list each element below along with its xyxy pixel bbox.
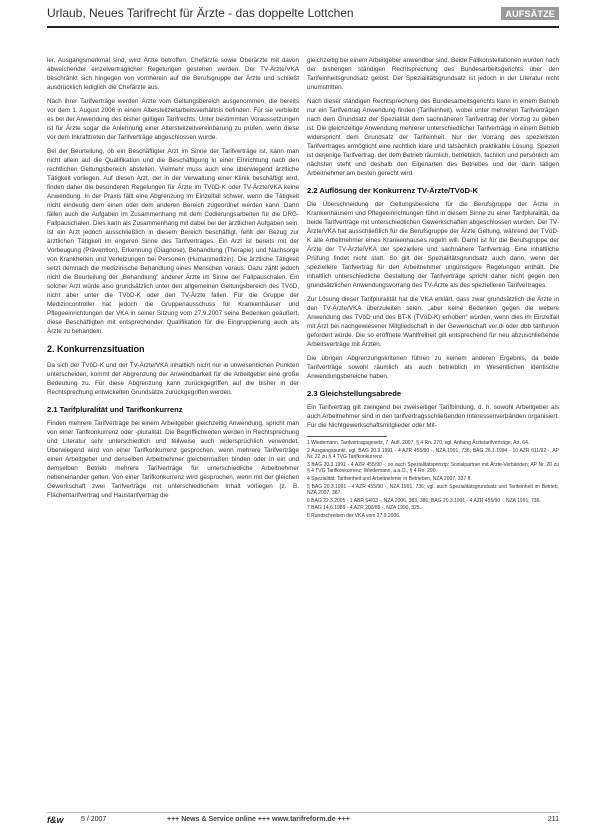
publication-logo: f&w <box>47 815 64 825</box>
body-paragraph: Ein Tarifvertrag gilt zwingend bei zweiseitiger Tarifbindung, d. h. sowohl Arbeitgeber als auch Arbeitnehmer sind in den tarifvertragsschließenden Interessenverbänden organisiert. Für die Nichtgewerkschaftsmitglieder oder Mit- <box>307 404 559 429</box>
left-column <box>47 56 299 505</box>
footnote: 2 Ausgangspunkt, vgl. BAG 20.3.1991 - 4 AZR 455/90 -, NZA 1991, 736; BAG 26.1.1994 - 10 AZR 611/92 -, AP Nr. 22 zu § 4 TVG Tarifkonkurrenz. <box>307 447 559 461</box>
footnote: 8 Rundschreiben der VKA vom 27.9.2006. <box>307 512 401 519</box>
body-paragraph: Finden mehrere Tarifverträge bei einem Arbeitgeber gleichzeitig Anwendung, spricht man von einer Tarifkonkurrenz oder -pluralität. Die Begrifflichkeiten werden in Rechtsprechung und Literatur sehr unterschiedlich und teilweise auch widersprüchlich verwendet. Überwiegend wird von einer Tarifkonkurrenz gesprochen, wenn mehrere Tarifverträge einen Arbeitgeber und denselben Arbeitnehmer gleichermaßen binden oder in ein und demselben Betrieb mehrere Tarifverträge für unterschiedliche Arbeitnehmer nebeneinander gelten. Von einer Tarifkonkurrenz wird gesprochen, wenn mit der gleichen Gewerkschaft zwei Tarifverträge mit unterschiedlichem Inhalt vorliegen (z. B. Flächentarifvertrag und Haustarifvertrag die <box>47 420 299 499</box>
body-paragraph: Da sich der TVöD-K und der TV-Ärzte/VKA inhaltlich nicht nur in unwesentlichen Punkten unterscheiden, kommt der Abgrenzung der Anwendbarkeit für die Arbeitgeber eine große Bedeutung zu. Für diese Abgrenzung kann zurückgegriffen auf die bisher in der Rechtsprechung entwickelten Grundsätze zurückgegriffen werden. <box>47 362 299 396</box>
footnote: 4 Spezialität: Tarifeinheit und Arbeitnehmer in Betrieben, NZA 2007, 337 ff. <box>307 475 472 482</box>
footnote: 3 BAG 20.3.1991 - 4 AZR 455/90 -; so auch Spezialitätsprinzip: Sozialpartner mit Ärzte-Verbänden; AP Nr. 20 zu § 4 TVG Tarifkonkurrenz; Wiedemann, a.a.O., § 4 Rn. 290. <box>307 461 559 475</box>
footnote: 1 Wiedemann, Tarifvertragsgesetz, 7. Aufl. 2007, § 4 Rn. 270, vgl. Anhang Ärztetarifverträge, Art. 64. <box>307 440 530 446</box>
body-paragraph: Nach dieser ständigen Rechtsprechung des Bundesarbeitsgerichts kann in einem Betrieb nur ein Tarifvertrag Anwendung finden (Tarifeinheit), wobei unter mehreren Tarifverträgen nach dem Grundsatz der Spezialität dem sachnäheren Tarifvertrag der Vorzug zu geben ist. Die gleichzeitige Anwendung mehrerer unterschiedlicher Tarifverträge in einem Betrieb widerspricht dem Grundsatz der Tarifeinheit. Nur der Vorrang des speziellsten Tarifvertrages ermöglicht eine rechtlich klare und tatsächlich praktikable Lösung. Speziell ist derjenige Tarifvertrag, der dem Betrieb räumlich, betrieblich, fachlich und persönlich am nächsten steht und deshalb den Eigenarten des Betriebes und der darin tätigen Arbeitnehmer am besten gerecht wird. <box>307 98 559 177</box>
page-number: 211 <box>547 816 559 823</box>
body-paragraph: gleichzeitig bei einem Arbeitgeber anwendbar sind. Beide Fallkonstellationen wurden nach der bisherigen ständigen Rechtsprechung des Bundesarbeitsgerichts über den Tarifeinheitsgrundsatz gelöst. Der Spezialitätsgrundsatz ist jedoch in der Literatur nicht unumstritten. <box>307 57 559 91</box>
body-paragraph: Zur Lösung dieser Tarifpluralität hat die VKA erklärt, dass zwar grundsätzlich die Ärzte in den TV-Ärzte/VKA überzuleiten seien, „aber keine Bedenken gegen die weitere Anwendung des TVöD und des BT-K (TVöD-K) erhoben“ würden, wenn dies im Einzelfall mit Arzt bei nachgewiesener Mitgliedschaft in der Gewerkschaft ver.di oder dbb tarifunion gefordert würde. Die so eröffnete Wahlfreiheit gilt entsprechend für neu abzuschließende Arbeitsverträge mit Ärzten. <box>307 296 559 348</box>
website-promo: +++ News & Service online +++ www.tarifreform.de +++ <box>167 816 350 823</box>
footnote-divider <box>307 436 387 437</box>
subsection-heading: 2.2 Auflösung der Konkurrenz TV-Ärzte/TVöD-K <box>307 186 479 195</box>
section-badge: AUFSÄTZE <box>501 7 559 20</box>
right-column <box>307 56 559 521</box>
running-title: Urlaub, Neues Tarifrecht für Ärzte - das doppelte Lottchen <box>47 6 354 20</box>
subsection-heading: 2.1 Tarifpluralität und Tarifkonkurrenz <box>47 405 183 414</box>
body-paragraph: Die übrigen Abgrenzungskriterien führen zu keinem anderen Ergebnis, da beide Tarifverträge sowohl räumlich als auch betrieblich im Wesentlichen identische Anwendungsbereiche haben. <box>307 355 559 380</box>
section-heading: 2. Konkurrenzsituation <box>47 344 145 354</box>
subsection-heading: 2.3 Gleichstellungsabrede <box>307 389 402 398</box>
footnote: 5 BAG 20.3.1991 - 4 AZR 455/90 -, NZA 1991, 736; vgl. auch Spezialitätsgrundsatz und Tarifeinheit im Betrieb, NZA 2007, 387. <box>307 483 559 497</box>
page-footer <box>47 812 559 827</box>
footnote: 7 BAG 14.6.1989 - 4 AZR 200/89 -, NZA 1990, 325. <box>307 505 421 512</box>
issue-number: 5 / 2007 <box>81 816 107 823</box>
footnote: 6 BAG 22.3.2005 - 1 ABR 64/03 -, NZA 2006, 383, 386; BAG 20.3.1991 - 4 AZR 455/90 -, NZA 1991, 736. <box>307 497 541 504</box>
body-paragraph: Nach ihrer Tarifverträge werden Ärzte vom Geltungsbereich ausgenommen, die bereits vor dem 1. August 2006 in einem Altersteilzeitarbeitsverhältnis befinden. Für sie verbleibt es bei der Anwendung des bisher gültigen Tarifrechts. Unter bestimmten Voraussetzungen ist für Ärzte sogar die Anlehnung einer Altersteilzeitvereinbarung zu prüfen, wenn diese vor dem Inkrafttreten der Tarifverträge abgeschlossen wurde. <box>47 98 299 141</box>
footnotes <box>307 440 559 520</box>
page-header <box>47 4 559 28</box>
body-paragraph: ler, Ausgangsmerkmal sind, wird Ärzte betroffen. Chefärzte sowie Oberärzte mit davon abweichender einzelvertraglicher Regelungen gestehen werden. Der TV-Ärzte/VKA beschränkt sich hingegen von vornherein auf die Berufsgruppe der Ärzte und schließt ausdrücklich lediglich die Chefärzte aus. <box>47 57 299 91</box>
body-paragraph: Die Überschneidung der Geltungsbereiche für die Berufsgruppe der Ärzte in Krankenhäusern und Pflegeeinrichtungen führt in diesem Sinne zu einer Tarifpluralität, da beide Tarifverträge mit unterschiedlichen Gewerkschaften abgeschlossen wurden. Der TV-Ärzte/VKA hat ausschließlich für die Berufsgruppe der Ärzte Geltung, während der TVöD-K alle Arbeitnehmer eines Krankenhauses regeln will. Damit ist für die Berufsgruppe der Ärzte der TV-Ärzte/VKA der speziellere und sachnähere Tarifvertrag. Eine inhaltliche Prüfung findet nicht statt. So gilt der Spezialitätsgrundsatz auch dann, wenn der speziellere Tarifvertrag für den Arbeitnehmer ungünstigere Regelungen enthält. Die inhaltlich unterschiedliche Gestaltung der Tarifverträge spricht daher nicht gegen den grundsätzlichen Anwendungsvorrang des TV-Ärzte als des spezielleren Tarifvertrages. <box>307 201 559 289</box>
body-paragraph: Bei der Beurteilung, ob ein Beschäftigter Arzt im Sinne der Tarifverträge ist, kann man nicht allein auf die Qualifikation und die Beschäftigung in einer Einrichtung nach den rechtlichen Geltungsbereich abstellen. Vielmehr muss auch eine überwiegend ärztliche Tätigkeit vorliegen. Auf diesen Arzt, der in der Verwaltung einer Klinik beschäftigt wird, finden daher die besonderen Regelungen für Ärzte im TVöD-K oder TV-Ärzte/VKA keine Anwendung. In der Praxis fällt eine Abgrenzung im Einzelfall schwer, wenn die Tätigkeit nicht eindeutig dem einen oder dem anderen Bereich zugeordnet werden kann. Dann fällen auch die Aufgaben im Zusammenhang mit dem Codierungsarbeiten für die DRG-Fallpauschalen. Dies kann als Zusammenhang mit dabei bei der ärztlichen Aufgaben sein. Ist ein Arzt jedoch ausschließlich in diesem Bereich beschäftigt, fehlt der Bezug zur ärztlichen Tätigkeit im engeren Sinne des Tarifvertrages. Ein Arzt ist bereits mit der Vorbeugung (Prävention), Erkennung (Diagnose), Behandlung (Therapie) und Nachsorge von Krankheiten und Verletzungen bei Personen (Humanmedizin). Die ärztliche Tätigkeit setzt demnach die medizinische Behandlung eines Menschen voraus. Dazu zählt jedoch nicht die Beurteilung der „Behandlung“ anderer Ärzte im Sinne der Fallpauschalen. Ein solcher Arzt würde also grundsätzlich unter den allgemeinen Geltungsbereich des TVöD, nicht aber unter die TVöD-K oder den TV-Ärzte fallen. Für die Gruppe der Medizincontroller hat jedoch die Gruppenausschuss für Krankenhäuser und Pflegeeinrichtungen der VKA in seiner Sitzung vom 27.9.2007 seine Bedenken geäußert, diese Beschäftigten mit entsprechender Qualifikation für die Eingruppierung auch als Ärzte zu behandeln. <box>47 148 299 335</box>
